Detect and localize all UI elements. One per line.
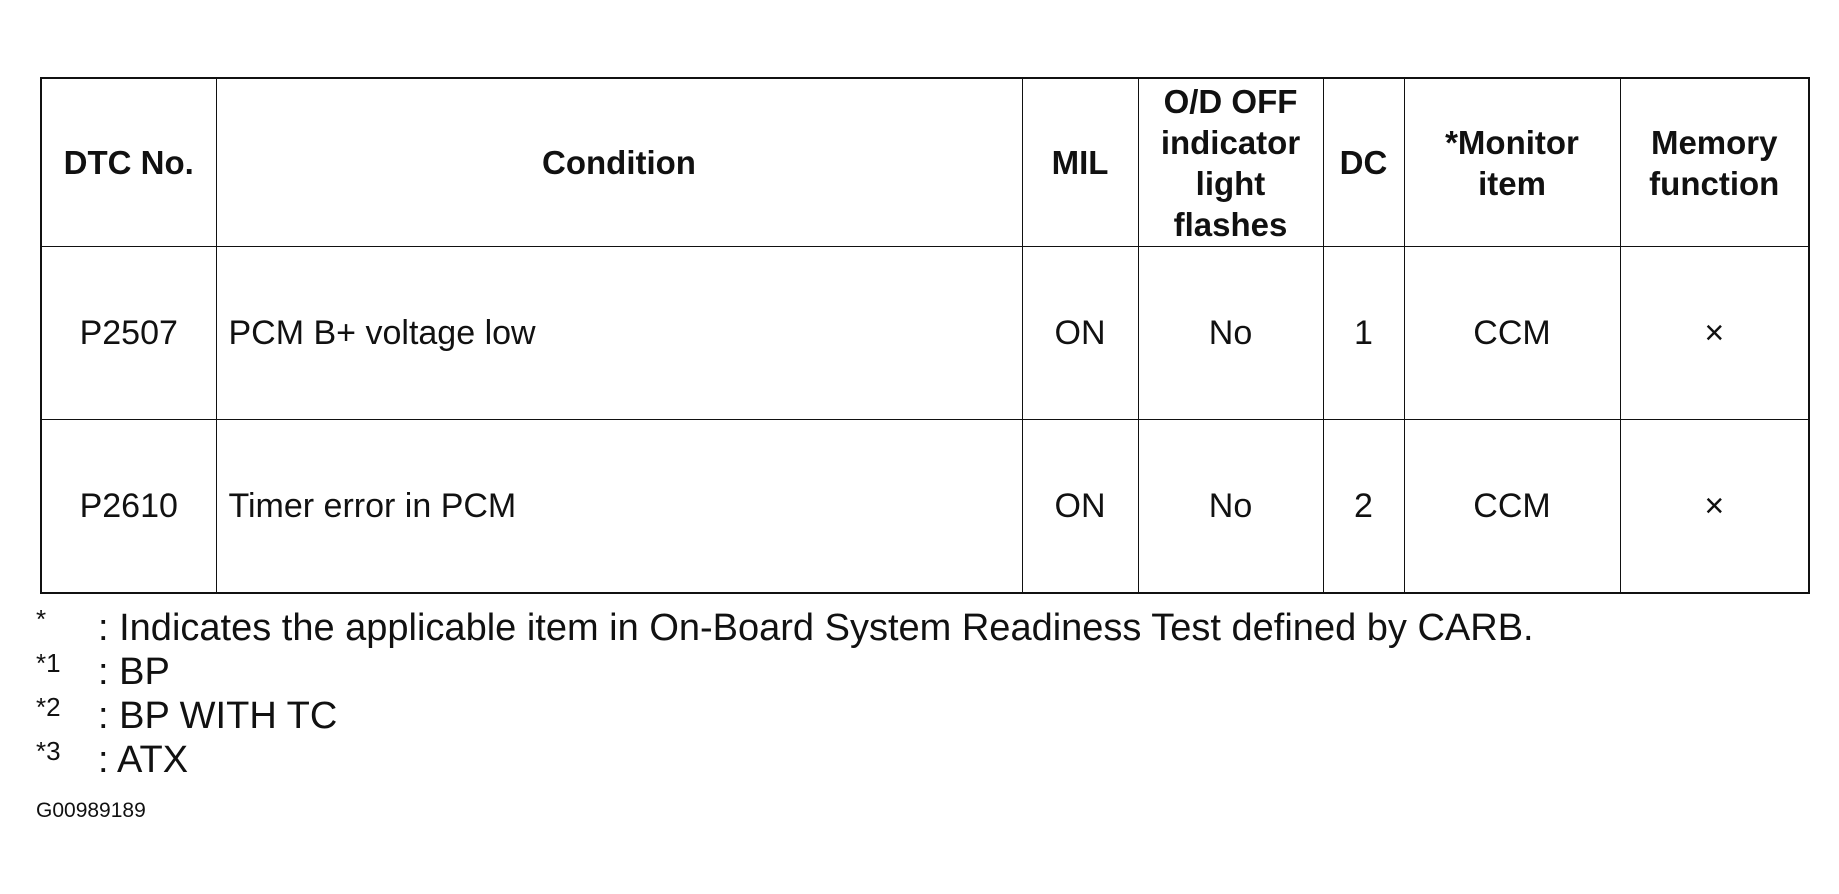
cell-condition: PCM B+ voltage low (216, 247, 1022, 420)
footnote (36, 650, 1534, 694)
footnote-mark: *1 (36, 648, 61, 678)
cell-memory-function: × (1620, 247, 1809, 420)
footnote-mark: *3 (36, 736, 61, 766)
footnote-text: : BP (98, 651, 170, 693)
header-dtc-no: DTC No. (41, 78, 216, 247)
header-monitor-item: *Monitor item (1404, 78, 1620, 247)
cell-mil: ON (1022, 247, 1138, 420)
header-condition: Condition (216, 78, 1022, 247)
cell-condition: Timer error in PCM (216, 420, 1022, 594)
cell-dtc-no: P2610 (41, 420, 216, 594)
table-header-row (41, 78, 1809, 247)
footnote-mark: * (36, 604, 47, 634)
cell-mil: ON (1022, 420, 1138, 594)
table-row (41, 247, 1809, 420)
footnote-mark: *2 (36, 692, 61, 722)
header-mil: MIL (1022, 78, 1138, 247)
cell-dtc-no: P2507 (41, 247, 216, 420)
figure-id: G00989189 (36, 799, 146, 822)
header-od-off-indicator: O/D OFF indicator light flashes (1138, 78, 1323, 247)
footnote-text: : ATX (98, 739, 189, 781)
header-memory-function: Memory function (1620, 78, 1809, 247)
cell-memory-function: × (1620, 420, 1809, 594)
footnote-text: : Indicates the applicable item in On-Board System Readiness Test defined by CARB. (98, 607, 1534, 649)
cell-dc: 2 (1323, 420, 1404, 594)
cell-od-off: No (1138, 247, 1323, 420)
footnote (36, 606, 1534, 650)
cell-monitor-item: CCM (1404, 420, 1620, 594)
table-row (41, 420, 1809, 594)
footnote (36, 738, 1534, 782)
footnotes (36, 606, 1534, 782)
footnote (36, 694, 1534, 738)
footnote-text: : BP WITH TC (98, 695, 338, 737)
cell-dc: 1 (1323, 247, 1404, 420)
cell-od-off: No (1138, 420, 1323, 594)
cell-monitor-item: CCM (1404, 247, 1620, 420)
dtc-table (40, 77, 1810, 594)
header-dc: DC (1323, 78, 1404, 247)
